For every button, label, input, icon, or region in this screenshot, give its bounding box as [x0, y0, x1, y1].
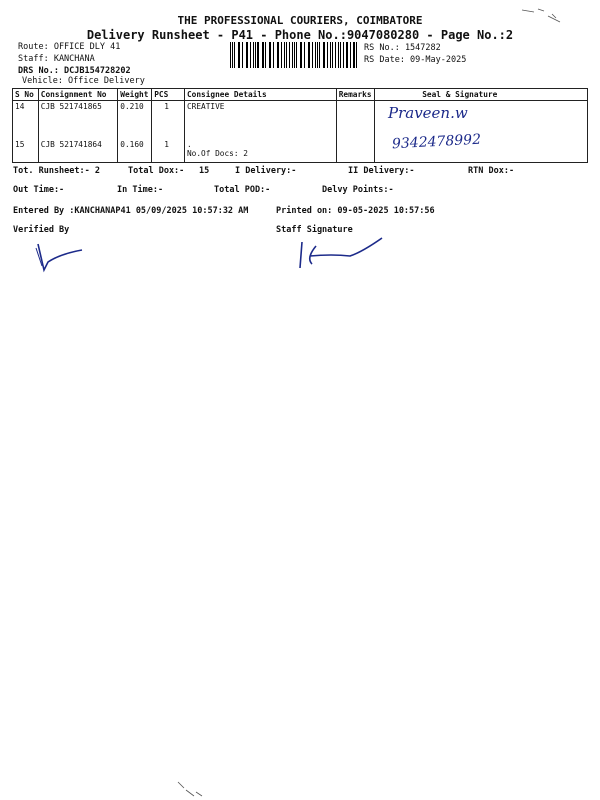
total-dox-label: Total Dox:-	[128, 166, 185, 176]
printed-on: Printed on: 09-05-2025 10:57:56	[276, 206, 435, 216]
cell-weight: 0.160	[118, 139, 152, 163]
cell-sno: 14	[13, 101, 39, 139]
header-remarks: Remarks	[336, 89, 374, 101]
runsheet-subtitle: Delivery Runsheet - P41 - Phone No.:9047080280 - Page No.:2	[86, 28, 514, 42]
cell-sno: 15	[13, 139, 39, 163]
header-consignment: Consignment No	[38, 89, 118, 101]
drs-number: DRS No.: DCJB154728202	[18, 66, 131, 76]
verified-signature	[30, 240, 90, 276]
total-pod: Total POD:-	[214, 185, 271, 195]
cell-remarks	[336, 101, 374, 139]
out-time: Out Time:-	[13, 185, 65, 195]
cell-consignee: CREATIVE	[184, 101, 336, 139]
header-sno: S No	[13, 89, 39, 101]
barcode-bar	[253, 42, 254, 68]
barcode-bar	[296, 42, 297, 68]
scan-speck	[520, 6, 564, 26]
rs-number: RS No.: 1547282	[364, 43, 441, 53]
cell-pcs: 1	[152, 139, 185, 163]
barcode-bar	[330, 42, 331, 68]
barcode-bar	[301, 42, 302, 68]
cell-remarks	[336, 139, 374, 163]
staff-signature-label: Staff Signature	[276, 225, 353, 235]
consignee-docs: No.Of Docs: 2	[186, 148, 248, 158]
table-header-row	[13, 89, 588, 101]
ii-delivery: II Delivery:-	[348, 166, 415, 176]
verified-by-label: Verified By	[13, 225, 70, 235]
rs-date: RS Date: 09-May-2025	[364, 55, 467, 65]
rtn-dox: RTN Dox:-	[468, 166, 515, 176]
handwritten-phone: 9342478992	[391, 131, 482, 153]
barcode-bar	[273, 42, 274, 68]
consignee-dot: .	[186, 139, 192, 149]
barcode-bar	[317, 42, 318, 68]
scan-speck	[176, 778, 206, 798]
staff-signature	[292, 234, 388, 274]
barcode-bar	[238, 42, 239, 68]
barcode-bar	[340, 42, 341, 68]
barcode-bar	[265, 42, 266, 68]
header-weight: Weight	[118, 89, 152, 101]
barcode-bar	[284, 42, 285, 68]
header-consignee: Consignee Details	[184, 89, 336, 101]
barcode-bar	[347, 42, 348, 68]
barcode-bar	[230, 42, 231, 68]
table-row	[13, 139, 588, 163]
delvy-points: Delvy Points:-	[322, 185, 394, 195]
tot-runsheet: Tot. Runsheet:- 2	[13, 166, 100, 176]
barcode-bar	[277, 42, 278, 68]
table-row	[13, 101, 588, 139]
header-pcs: PCS	[152, 89, 185, 101]
header-seal: Seal & Signature	[374, 89, 587, 101]
in-time: In Time:-	[117, 185, 164, 195]
barcode-bar	[257, 42, 258, 68]
vehicle-text: Vehicle: Office Delivery	[22, 76, 145, 86]
cell-consignment: CJB 521741865	[38, 101, 118, 139]
barcode	[230, 42, 358, 68]
barcode-bar	[289, 42, 290, 68]
runsheet-table	[12, 88, 588, 163]
barcode-bar	[319, 42, 320, 68]
entered-by: Entered By :KANCHANAP41 05/09/2025 10:57:32 AM	[13, 206, 249, 216]
document-title: THE PROFESSIONAL COURIERS, COIMBATORE	[177, 14, 423, 27]
cell-consignee	[184, 139, 336, 163]
staff-text: Staff: KANCHANA	[18, 54, 95, 64]
cell-pcs: 1	[152, 101, 185, 139]
cell-consignment: CJB 521741864	[38, 139, 118, 163]
barcode-bar	[239, 42, 240, 68]
total-dox-value: 15	[199, 166, 210, 176]
handwritten-name: Praveen.w	[388, 104, 468, 122]
barcode-bar	[309, 42, 310, 68]
route-text: Route: OFFICE DLY 41	[18, 42, 121, 52]
i-delivery: I Delivery:-	[235, 166, 297, 176]
cell-weight: 0.210	[118, 101, 152, 139]
barcode-bar	[353, 42, 354, 68]
barcode-bar	[332, 42, 333, 68]
barcode-bar	[250, 42, 251, 68]
